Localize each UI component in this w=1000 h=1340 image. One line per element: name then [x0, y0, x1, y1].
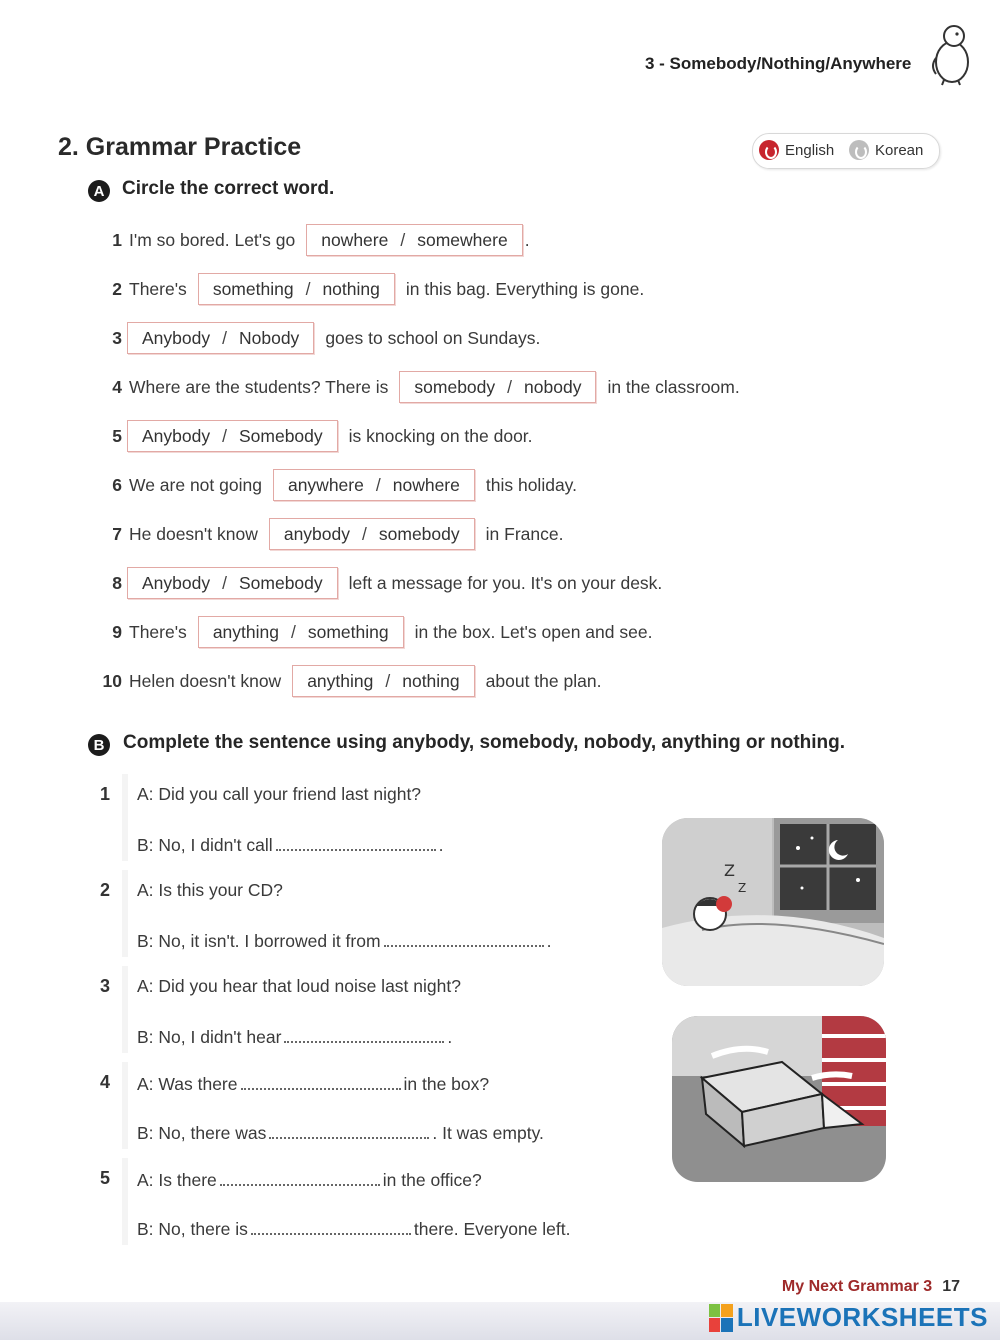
sentence-end: in this bag. Everything is gone. [405, 278, 645, 299]
item-number: 5 [112, 425, 122, 446]
page-footer [782, 1278, 960, 1296]
answer-end: . [438, 835, 444, 855]
item-bar [122, 1062, 128, 1149]
separator: / [222, 327, 227, 348]
sentence-start: There's [129, 621, 187, 642]
exercise-row [92, 470, 577, 500]
section-title: 2. Grammar Practice [58, 133, 302, 161]
item-number: 8 [112, 572, 122, 593]
separator: / [507, 376, 513, 397]
separator: / [222, 425, 227, 446]
option-1[interactable]: anywhere [287, 474, 364, 495]
item-number: 6 [112, 474, 122, 495]
item-number: 2 [100, 880, 111, 900]
choice-box [269, 518, 475, 550]
question-start: A: Is there [137, 1170, 217, 1190]
answer-end: . [447, 1027, 453, 1047]
mascot-icon [928, 22, 974, 86]
choice-box [127, 567, 338, 599]
separator: / [222, 572, 227, 593]
exercise-row [92, 225, 530, 255]
separator: / [375, 474, 381, 495]
question-end: in the box? [403, 1074, 490, 1094]
sentence-end: about the plan. [485, 670, 602, 691]
exercise-row [92, 372, 740, 402]
exercise-row [92, 421, 533, 451]
exercise-row [92, 617, 652, 647]
exercise-row [92, 519, 563, 549]
item-number: 2 [112, 278, 122, 299]
sentence-end: goes to school on Sundays. [325, 327, 541, 348]
liveworksheets-brand[interactable] [709, 1302, 988, 1333]
option-1[interactable]: Anybody [142, 327, 211, 348]
item-bar [122, 966, 128, 1053]
separator: / [400, 229, 406, 250]
item-number: 5 [100, 1168, 111, 1188]
item-bar [122, 774, 128, 861]
separator: / [385, 670, 391, 691]
answer-blank[interactable] [220, 1168, 380, 1186]
exercise-row [92, 323, 540, 353]
choice-box [292, 665, 474, 697]
exercise-row [92, 274, 644, 304]
option-1[interactable]: something [212, 278, 294, 299]
sentence-end: in the box. Let's open and see. [414, 621, 653, 642]
sentence-start: Helen doesn't know [129, 670, 282, 691]
question-start: A: Is this your CD? [137, 880, 283, 900]
sentence-end: in the classroom. [607, 376, 740, 397]
question-line [137, 1072, 489, 1095]
answer-end: there. Everyone left. [413, 1219, 571, 1239]
item-number: 1 [112, 229, 122, 250]
sleeping-boy-illustration [662, 818, 884, 986]
part-b-badge: B [88, 734, 110, 756]
choice-box [198, 616, 404, 648]
separator: / [305, 278, 311, 299]
answer-start: B: No, there is [137, 1219, 248, 1239]
question-start: A: Was there [137, 1074, 238, 1094]
option-2[interactable]: nothing [402, 670, 460, 691]
svg-text:Z: Z [738, 881, 747, 895]
part-a-instruction: Circle the correct word. [122, 178, 335, 199]
answer-end: . It was empty. [432, 1123, 544, 1143]
question-end: in the office? [382, 1170, 482, 1190]
answer-blank[interactable] [276, 833, 436, 851]
option-1[interactable]: anybody [283, 523, 351, 544]
sentence-start: There's [129, 278, 187, 299]
answer-line [137, 833, 444, 856]
item-number: 7 [112, 523, 122, 544]
choice-box [306, 224, 522, 256]
option-2[interactable]: Somebody [238, 425, 323, 446]
liveworksheets-logo-icon [709, 1304, 733, 1332]
option-2[interactable]: Somebody [238, 572, 323, 593]
answer-blank[interactable] [241, 1072, 401, 1090]
item-bar [122, 1158, 128, 1245]
option-1[interactable]: Anybody [142, 572, 211, 593]
option-1[interactable]: somebody [414, 376, 496, 397]
audio-icon [759, 140, 779, 160]
option-2[interactable]: something [307, 621, 389, 642]
answer-start: B: No, I didn't hear [137, 1027, 282, 1047]
option-2[interactable]: nowhere [392, 474, 460, 495]
svg-text:Z: Z [724, 861, 735, 880]
empty-box-illustration [672, 1016, 886, 1182]
exercise-row [92, 568, 662, 598]
answer-line [137, 929, 551, 952]
korean-audio-button[interactable] [849, 140, 923, 160]
answer-line [137, 1121, 544, 1144]
question-line [137, 976, 461, 997]
answer-end: . [546, 931, 552, 951]
sentence-end: this holiday. [485, 474, 577, 495]
separator: / [362, 523, 367, 544]
sentence-start: Where are the students? There is [129, 376, 389, 397]
korean-label: Korean [875, 141, 924, 159]
sentence-start: We are not going [129, 474, 262, 495]
answer-start: B: No, I didn't call [137, 835, 273, 855]
answer-blank[interactable] [284, 1025, 444, 1043]
exercise-row [92, 666, 601, 696]
answer-line [137, 1217, 571, 1240]
option-2[interactable]: nothing [322, 278, 380, 299]
answer-start: B: No, there was [137, 1123, 267, 1143]
sentence-start: He doesn't know [129, 523, 258, 544]
item-number: 4 [112, 376, 122, 397]
item-number: 9 [112, 621, 122, 642]
part-a-badge: A [88, 180, 110, 202]
question-start: A: Did you hear that loud noise last night? [137, 976, 461, 996]
option-1[interactable]: nowhere [321, 229, 389, 250]
item-number: 1 [100, 784, 111, 804]
item-number: 4 [100, 1072, 111, 1092]
question-start: A: Did you call your friend last night? [137, 784, 422, 804]
answer-blank[interactable] [384, 929, 544, 947]
part-b-instruction: Complete the sentence using anybody, somebody, nobody, anything or nothing. [123, 732, 846, 753]
option-2[interactable]: Nobody [238, 327, 300, 348]
choice-box [198, 273, 395, 305]
answer-blank[interactable] [251, 1217, 411, 1235]
choice-box [127, 322, 314, 354]
answer-line [137, 1025, 452, 1048]
option-1[interactable]: anything [307, 670, 374, 691]
chapter-title: 3 - Somebody/Nothing/Anywhere [645, 54, 912, 73]
answer-blank[interactable] [269, 1121, 429, 1139]
choice-box [273, 469, 475, 501]
option-2[interactable]: nobody [524, 376, 582, 397]
question-line [137, 880, 283, 901]
brand-text: LIVEWORKSHEETS [736, 1302, 988, 1332]
item-bar [122, 870, 128, 957]
question-line [137, 784, 421, 805]
option-2[interactable]: somewhere [417, 229, 508, 250]
sentence-end: left a message for you. It's on your desk. [348, 572, 663, 593]
sentence-end: in France. [485, 523, 564, 544]
book-title: My Next Grammar 3 [781, 1278, 933, 1295]
english-label: English [785, 141, 835, 159]
item-number: 3 [100, 976, 111, 996]
sentence-end: is knocking on the door. [348, 425, 533, 446]
separator: / [290, 621, 296, 642]
page-number: 17 [942, 1278, 960, 1295]
audio-icon [849, 140, 869, 160]
choice-box [399, 371, 596, 403]
language-toggle [752, 133, 940, 169]
item-number: 3 [112, 327, 122, 348]
english-audio-button[interactable] [759, 140, 834, 160]
option-2[interactable]: somebody [378, 523, 460, 544]
sentence-end: . [524, 229, 530, 250]
item-number: 10 [102, 670, 122, 691]
question-line [137, 1168, 482, 1191]
sentence-start: I'm so bored. Let's go [129, 229, 296, 250]
option-1[interactable]: anything [212, 621, 279, 642]
option-1[interactable]: Anybody [142, 425, 211, 446]
answer-start: B: No, it isn't. I borrowed it from [137, 931, 381, 951]
choice-box [127, 420, 338, 452]
